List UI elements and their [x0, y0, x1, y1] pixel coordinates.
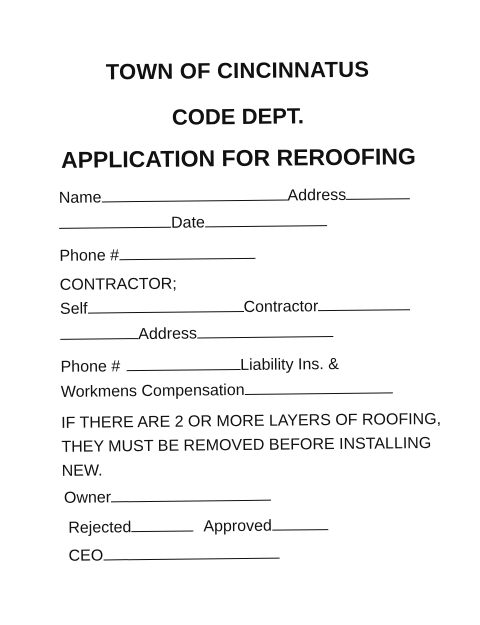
phone-field[interactable] — [119, 244, 255, 260]
name-field[interactable] — [101, 185, 287, 202]
contractor-heading: CONTRACTOR; — [59, 275, 177, 294]
contractor-address-field[interactable] — [197, 322, 333, 338]
contractor-field[interactable] — [318, 295, 410, 311]
owner-field[interactable] — [111, 486, 271, 503]
contractor-phone-label: Phone # — [60, 358, 121, 376]
name-address-row — [59, 184, 411, 209]
department-title: CODE DEPT. — [171, 103, 305, 130]
ceo-row — [68, 544, 279, 567]
self-contractor-row — [60, 295, 410, 320]
date-label: Date — [170, 214, 205, 232]
contractor-phone-row — [60, 354, 339, 378]
approved-field[interactable] — [272, 515, 328, 531]
liability-label: Liability Ins. & — [240, 355, 339, 375]
ceo-field[interactable] — [103, 544, 279, 561]
self-label: Self — [59, 300, 88, 318]
rejected-approved-row — [68, 515, 328, 539]
address-label: Address — [287, 186, 347, 205]
contractor-label: Contractor — [243, 298, 319, 316]
rejected-label: Rejected — [68, 519, 132, 537]
phone-row — [59, 244, 255, 267]
contractor-field-continued[interactable] — [60, 324, 138, 340]
name-label: Name — [58, 189, 102, 207]
self-field[interactable] — [87, 297, 243, 314]
contractor-address-label: Address — [138, 325, 198, 344]
phone-label: Phone # — [59, 247, 120, 265]
ceo-label: CEO — [68, 547, 104, 565]
date-row — [59, 211, 327, 235]
form-title: APPLICATION FOR REROOFING — [60, 143, 416, 173]
rejected-field[interactable] — [131, 517, 193, 533]
address-field-continued[interactable] — [59, 213, 171, 229]
owner-label: Owner — [63, 489, 112, 507]
date-field[interactable] — [205, 211, 327, 227]
workmens-row — [61, 378, 393, 402]
notice-line-1: IF THERE ARE 2 OR MORE LAYERS OF ROOFING, — [61, 410, 442, 432]
town-title: TOWN OF CINCINNATUS — [105, 56, 370, 85]
contractor-address-row — [60, 322, 333, 346]
approved-label: Approved — [203, 517, 273, 536]
workmens-field[interactable] — [245, 378, 393, 395]
contractor-phone-field[interactable] — [126, 355, 240, 371]
workmens-label: Workmens Compensation — [60, 381, 245, 401]
address-field[interactable] — [346, 184, 410, 200]
owner-row — [64, 486, 271, 509]
notice-line-3: NEW. — [61, 462, 103, 480]
notice-line-2: THEY MUST BE REMOVED BEFORE INSTALLING — [61, 435, 432, 456]
